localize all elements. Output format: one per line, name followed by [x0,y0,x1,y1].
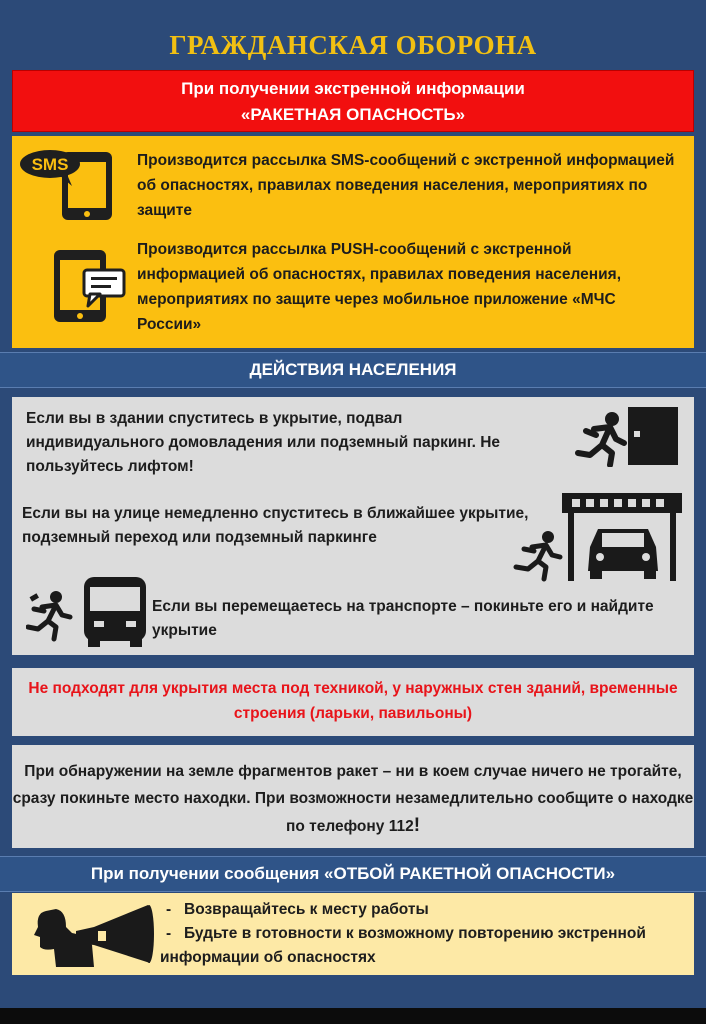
notifications-panel [12,136,694,348]
run-to-door-icon [572,403,682,467]
action-transport-text: Если вы перемещаетесь на транспорте – покиньте его и найдите укрытие [152,598,654,639]
all-clear-header: При получении сообщения «ОТБОЙ РАКЕТНОЙ ОПАСНОСТИ» [0,856,706,892]
bottom-strip [0,1008,706,1024]
shelter-warning: Не подходят для укрытия места под техникой, у наружных стен зданий, временные строения (ларьки, павильоны) [12,668,694,736]
actions-header: ДЕЙСТВИЯ НАСЕЛЕНИЯ [0,352,706,388]
leave-bus-icon [26,573,150,649]
action-street-text: Если вы на улице немедленно спуститесь в ближайшее укрытие, подземный переход или подземный паркинге [22,505,529,546]
list-item: - Возвращайтесь к месту работы [166,901,429,918]
all-clear-item-text: Будьте в готовности к возможному повторению экстренной информации об опасностях [160,925,646,966]
missile-fragments-text: При обнаружении на земле фрагментов ракет – ни в коем случае ничего не трогайте, сразу покиньте место находки. При возможности незамедлительно сообщите о находке по телефону 112 [12,763,694,835]
list-item: - Будьте в готовности к возможному повторению экстренной информации об опасностях [160,925,646,966]
alert-banner-line2: «РАКЕТНАЯ ОПАСНОСТЬ» [240,105,466,124]
sms-icon-label: SMS [31,155,69,174]
megaphone-icon [32,901,156,969]
missile-fragments-info [12,745,694,848]
alert-banner-line1: При получении экстренной информации [181,79,525,98]
all-clear-list [160,898,680,970]
missile-fragments-exclamation: ! [413,815,421,836]
alert-banner [12,70,694,132]
sms-notification-text: Производится рассылка SMS-сообщений с экстренной информацией об опасностях, правилах поведения населения, мероприятиях по защите [137,152,675,219]
actions-panel [12,397,694,655]
run-to-parking-icon [506,491,686,583]
push-phone-icon [50,248,130,324]
all-clear-item-text: Возвращайтесь к месту работы [184,901,429,918]
action-building-text: Если вы в здании спуститесь в укрытие, подвал индивидуального домовладения или подземный паркинг. Не пользуйтесь лифтом! [26,410,501,475]
all-clear-panel [12,893,694,975]
page-title: ГРАЖДАНСКАЯ ОБОРОНА [169,30,537,60]
push-notification-text: Производится рассылка PUSH-сообщений с экстренной информацией об опасностях, правилах поведения населения, мероприятиях по защите через мобильное приложение «МЧС России» [137,241,622,333]
sms-phone-icon [20,148,118,224]
